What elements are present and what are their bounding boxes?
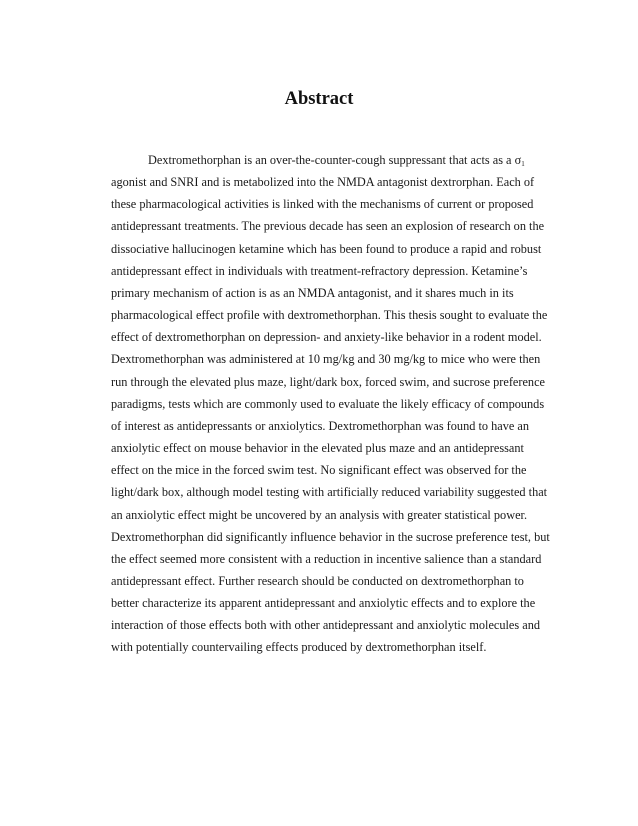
abstract-heading: Abstract [284, 89, 354, 109]
paragraph-line: better characterize its apparent antidepressant and anxiolytic effects and to explore the [111, 596, 536, 611]
paragraph-line: an anxiolytic effect might be uncovered by an analysis with greater statistical power. [111, 507, 528, 522]
paragraph-line: with potentially countervailing effects produced by dextromethorphan itself. [111, 640, 487, 655]
paragraph-line: run through the elevated plus maze, light/dark box, forced swim, and sucrose preference [111, 374, 545, 389]
paragraph-line: anxiolytic effect on mouse behavior in the elevated plus maze and an antidepressant [111, 441, 524, 456]
paragraph-line: agonist and SNRI and is metabolized into the NMDA antagonist dextrorphan. Each of [111, 175, 535, 190]
paragraph-line: of interest as antidepressants or anxiolytics. Dextromethorphan was found to have an [111, 418, 529, 433]
paragraph-line: light/dark box, although model testing with artificially reduced variability suggested that [111, 485, 548, 500]
paragraph-line: primary mechanism of action is as an NMDA antagonist, and it shares much in its [111, 285, 514, 300]
paragraph-line: effect on the mice in the forced swim test. No significant effect was observed for the [111, 463, 527, 478]
paragraph-line: interaction of those effects both with other antidepressant and anxiolytic molecules and [111, 618, 541, 633]
paragraph-line: antidepressant effect in individuals with treatment-refractory depression. Ketamine’s [111, 263, 528, 278]
paragraph-line: the effect seemed more consistent with a reduction in incentive salience than a standard [111, 551, 542, 566]
paragraph-line: paradigms, tests which are commonly used to evaluate the likely efficacy of compounds [111, 396, 545, 411]
abstract-paragraph [111, 149, 550, 659]
paragraph-line [111, 149, 539, 171]
paragraph-line: Dextromethorphan did significantly influence behavior in the sucrose preference test, but [111, 529, 550, 544]
first-line-text: Dextromethorphan is an over-the-counter-cough suppressant that acts as a σ [148, 153, 522, 167]
paragraph-line: effect of dextromethorphan on depression- and anxiety-like behavior in a rodent model. [111, 330, 542, 345]
sigma-subscript: 1 [521, 160, 525, 168]
paragraph-line: pharmacological effect profile with dextromethorphan. This thesis sought to evaluate the [111, 308, 548, 323]
paragraph-line: antidepressant effect. Further research should be conducted on dextromethorphan to [111, 573, 524, 588]
paragraph-line: these pharmacological activities is linked with the mechanisms of current or proposed [111, 197, 534, 212]
paragraph-line: Dextromethorphan was administered at 10 mg/kg and 30 mg/kg to mice who were then [111, 352, 541, 367]
paragraph-line: antidepressant treatments. The previous decade has seen an explosion of research on the [111, 219, 545, 234]
paragraph-line: dissociative hallucinogen ketamine which has been found to produce a rapid and robust [111, 241, 542, 256]
